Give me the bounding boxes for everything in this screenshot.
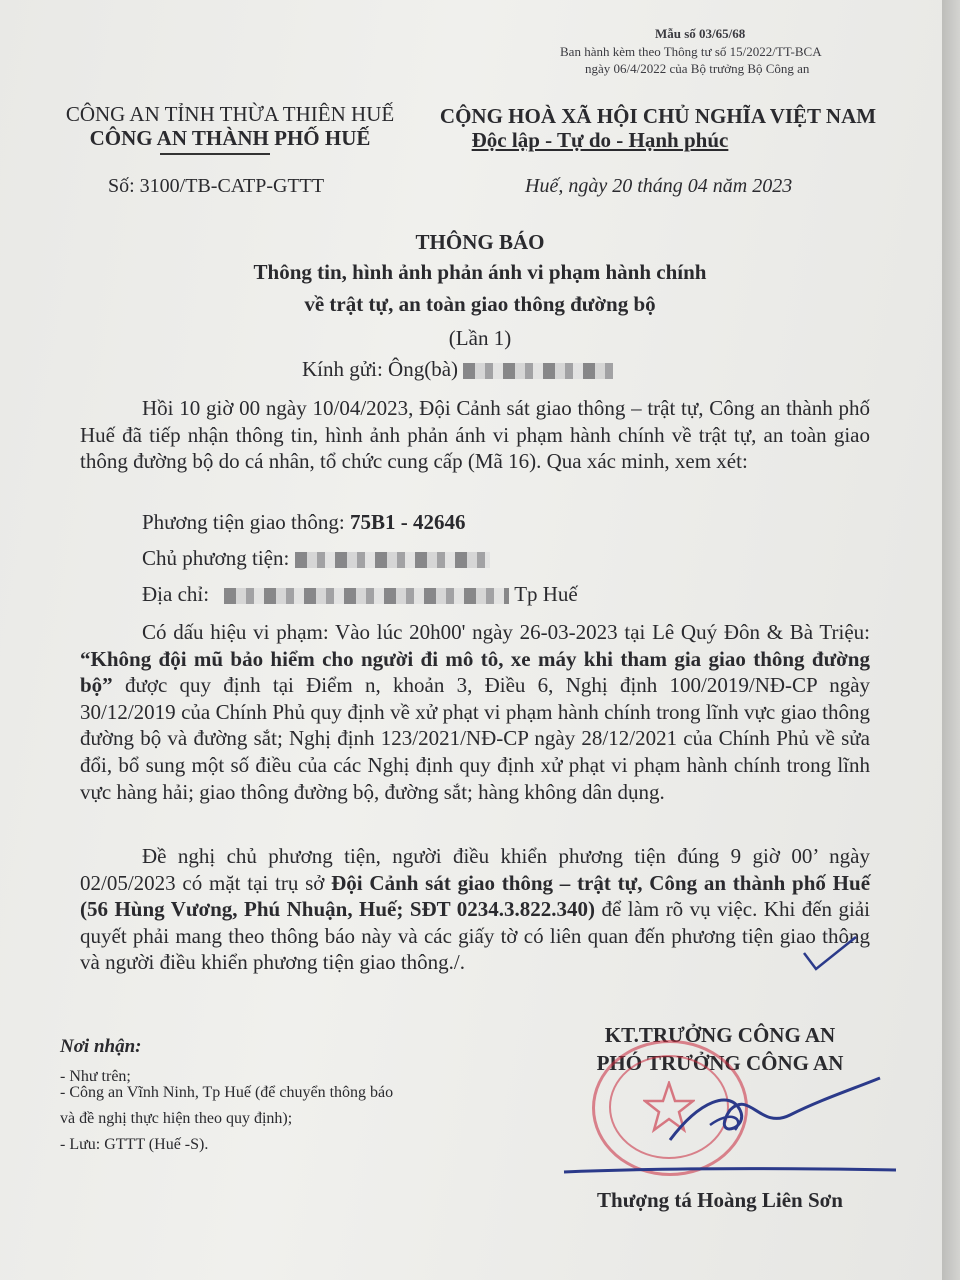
violation-description: “Không đội mũ bảo hiểm cho người đi mô tô, xe máy khi tham gia giao thông đường bộ” [80,646,870,698]
recipient-1: - Như trên; [60,1068,131,1085]
vehicle-line [142,509,465,536]
request-lead: Đề nghị chủ phương tiện, người điều khiển phương tiện đúng 9 giờ 00’ ngày 02/05/2023 có mặt tại trụ sở [80,844,870,895]
signature-line-2: PHÓ TRƯỞNG CÔNG AN [596,1051,844,1075]
recipient-2-cont: và đề nghị thực hiện theo quy định); [60,1110,293,1127]
signature-line-1: KT.TRƯỞNG CÔNG AN [604,1023,836,1047]
violation-legal-basis: được quy định tại Điểm n, khoản 3, Điều 6, Nghị định 100/2019/NĐ-CP ngày 30/12/2019 của Chính Phủ quy định về xử phạt vi phạm hành chính trong lĩnh vực giao thông đường bộ và đường sắt; Nghị định 123/2021/NĐ-CP ngày 28/12/2021 của Chính Phủ về sửa đổi, bổ sung một số điều của các Nghị định quy định xử phạt vi phạm hành chính trong lĩnh vực hàng hải; giao thông đường bộ, đường sắt; hàng không dân dụng. [80,673,871,804]
recipients-title: Nơi nhận: [60,1036,142,1057]
national-motto: Độc lập - Tự do - Hạnh phúc [471,128,729,152]
agency-parent: CÔNG AN TỈNH THỪA THIÊN HUẾ [65,102,395,126]
request-paragraph [80,843,870,976]
national-title: CỘNG HOÀ XÃ HỘI CHỦ NGHĨA VIỆT NAM [439,104,877,128]
form-issued-with: Ban hành kèm theo Thông tư số 15/2022/TT-BCA [560,44,822,59]
place-date: Huế, ngày 20 tháng 04 năm 2023 [525,175,793,197]
owner-label: Chủ phương tiện: [142,546,290,570]
address-line [142,581,578,608]
violation-lead: Có dấu hiệu vi phạm: Vào lúc 20h00' ngày 26-03-2023 tại Lê Quý Đôn & Bà Triệu: [142,620,870,644]
violation-paragraph [80,619,870,805]
address-label: Địa chỉ: [142,582,210,606]
vehicle-plate: 75B1 - 42646 [349,510,466,534]
paper-edge [942,0,960,1280]
agency-name: CÔNG AN THÀNH PHỐ HUẾ [89,126,371,150]
greeting-label: Kính gửi: Ông(bà) [302,357,459,381]
address-suffix: Tp Huế [514,582,578,606]
handwritten-signature [560,1070,900,1180]
check-mark-icon [800,935,860,975]
request-instructions: để làm rõ vụ việc. Khi đến giải quyết phải mang theo thông báo này và các giấy tờ có liên quan đến phương tiện giao thông và người điều khiển phương tiện giao thông./. [80,897,870,975]
owner-line [142,545,490,572]
notice-subtitle-2: về trật tự, an toàn giao thông đường bộ [304,292,656,316]
recipient-2: - Công an Vĩnh Ninh, Tp Huế (để chuyển thông báo [60,1084,394,1101]
notice-subtitle-1: Thông tin, hình ảnh phản ánh vi phạm hành chính [253,260,707,284]
greeting [302,356,613,383]
form-code: Mẫu số 03/65/68 [655,26,746,41]
recipient-3: - Lưu: GTTT (Huế -S). [60,1136,209,1153]
doc-number: Số: 3100/TB-CATP-GTTT [108,175,325,197]
redacted-recipient [463,363,613,379]
request-location: Đội Cảnh sát giao thông – trật tự, Công an thành phố Huế (56 Hùng Vương, Phú Nhuận, Huế; SĐT 0234.3.822.340) [80,870,871,922]
form-issued-date: ngày 06/4/2022 của Bộ trưởng Bộ Công an [585,61,810,76]
agency-underline [160,153,270,155]
vehicle-label: Phương tiện giao thông: [142,510,345,534]
notice-attempt: (Lần 1) [448,326,512,350]
redacted-address [224,588,509,604]
redacted-owner [295,552,490,568]
signer-name: Thượng tá Hoàng Liên Sơn [597,1188,843,1212]
notice-title: THÔNG BÁO [415,230,545,254]
intro-paragraph: Hồi 10 giờ 00 ngày 10/04/2023, Đội Cảnh sát giao thông – trật tự, Công an thành phố Huế đã tiếp nhận thông tin, hình ảnh phản ánh vi phạm hành chính về trật tự, an toàn giao thông đường bộ do cá nhân, tổ chức cung cấp (Mã 16). Qua xác minh, xem xét: [80,396,870,474]
